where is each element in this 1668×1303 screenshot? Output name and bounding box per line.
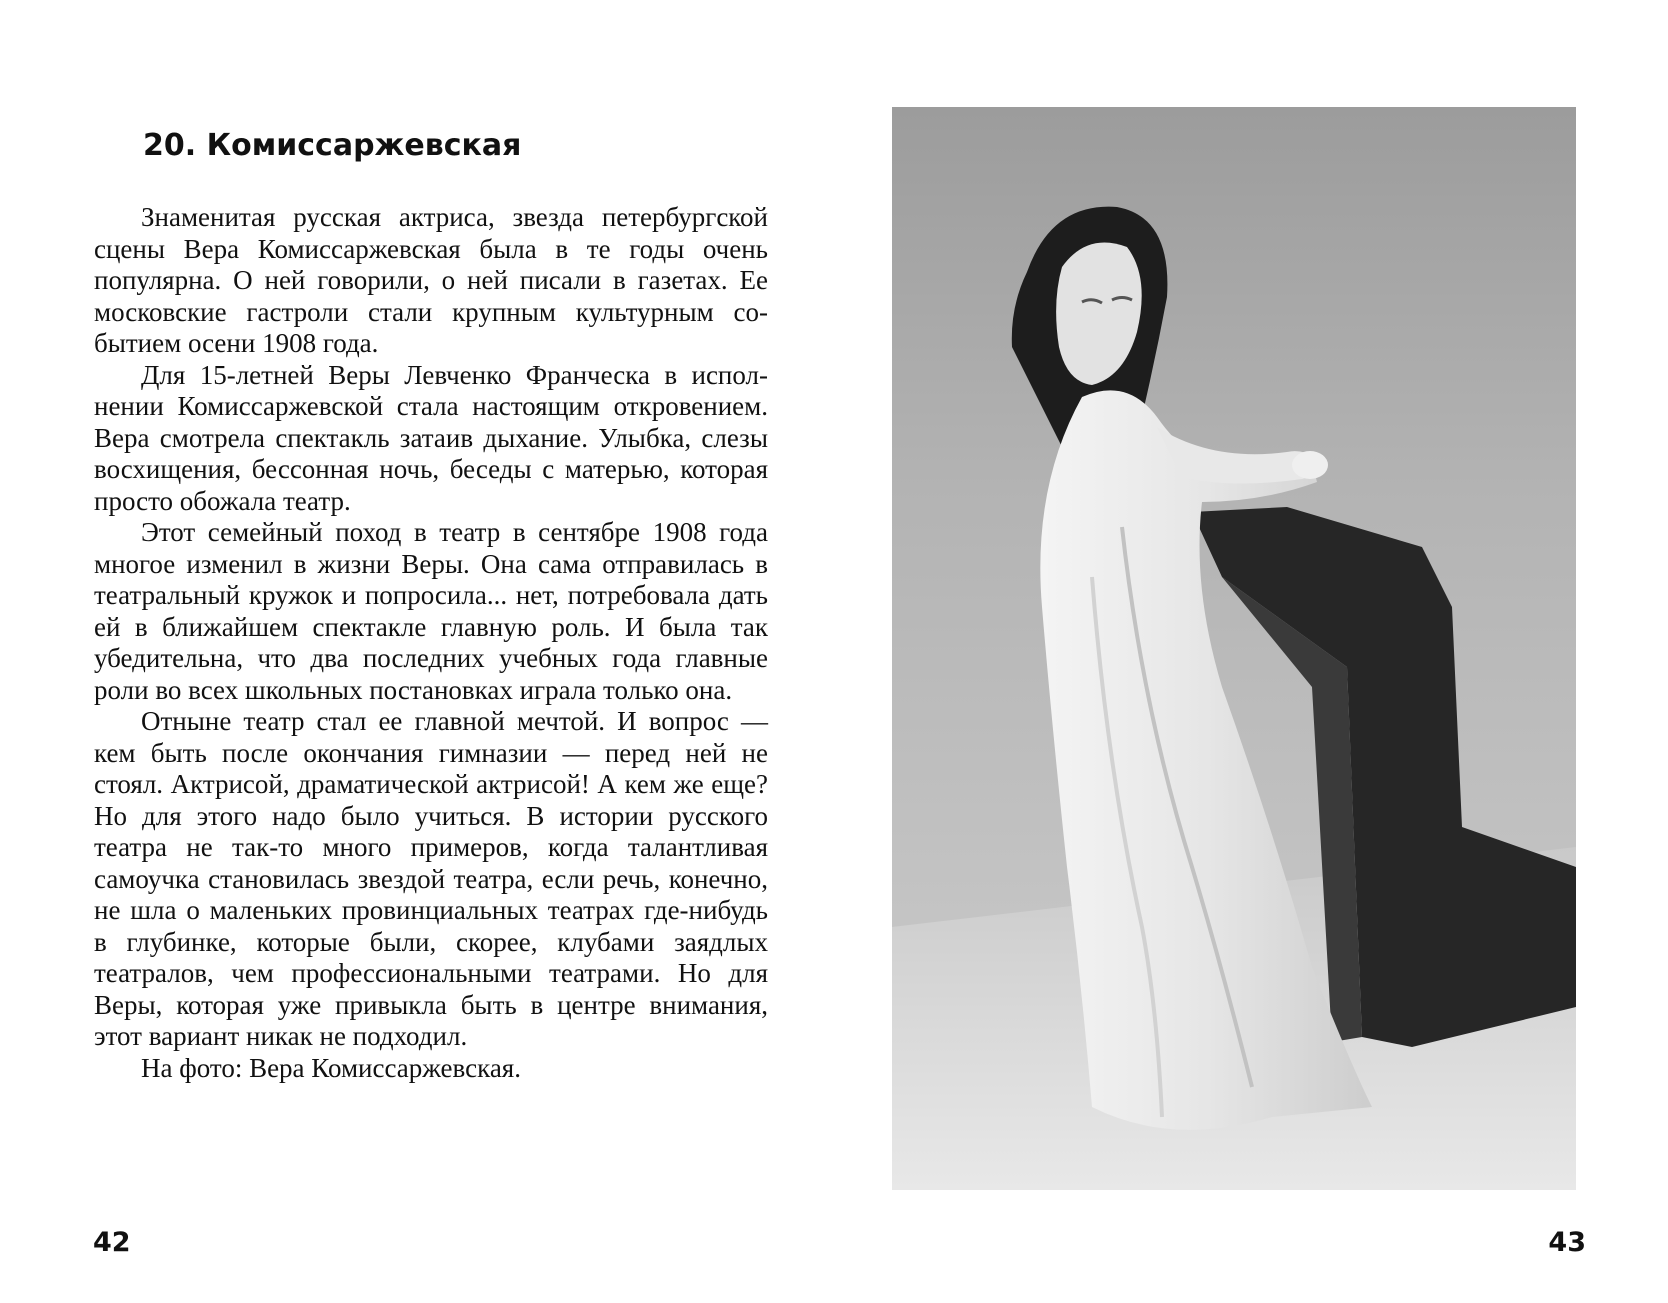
paragraph-1: Знаменитая русская актриса, звезда петербургской сцены Вера Комиссаржевская была в те годы очень популярна. О ней говорили, о ней писали в газетах. Ее московские гастроли стали крупным культурным событием осени 1908 года. (94, 202, 768, 358)
page-number-left: 42 (93, 1227, 131, 1258)
right-page (834, 0, 1668, 1303)
article-body (94, 202, 768, 1084)
portrait-photo (892, 107, 1576, 1190)
paragraph-4: Отныне театр стал ее главной мечтой. И вопрос — кем быть после окончания гимназии — перед ней не стоял. Актрисой, драматической актрисой! А кем же еще? Но для этого надо было учиться. В истории русского театра не так-то много примеров, когда талантливая самоучка становилась звездой театра, если речь, конечно, не шла о маленьких провинциальных театрах где-нибудь в глубинке, которые были, скорее, клубами заядлых театралов, чем профессиональными театрами. Но для Веры, которая уже привыкла быть в центре внимания, этот вариант никак не подходил. (94, 706, 768, 1051)
paragraph-3: Этот семейный поход в театр в сентябре 1908 года многое изменил в жизни Веры. Она сама отправилась в театральный кружок и попросила... нет, потребовала дать ей в ближайшем спектакле главную роль. И была так убедительна, что два последних учебных года главные роли во всех школьных постановках играла только она. (94, 517, 768, 705)
portrait-photo-icon (892, 107, 1576, 1190)
paragraph-2: Для 15-летней Веры Левченко Франческа в исполнении Комиссаржевской стала настоящим откровением. Вера смотрела спектакль затаив дыхание. Улыбка, слезы восхищения, бессонная ночь, беседы с матерью, которая просто обожала театр. (94, 359, 768, 516)
photo-caption: На фото: Вера Комиссаржевская. (141, 1052, 521, 1083)
page-number-right: 43 (1548, 1227, 1586, 1258)
chapter-title: 20. Комиссаржевская (143, 128, 522, 163)
